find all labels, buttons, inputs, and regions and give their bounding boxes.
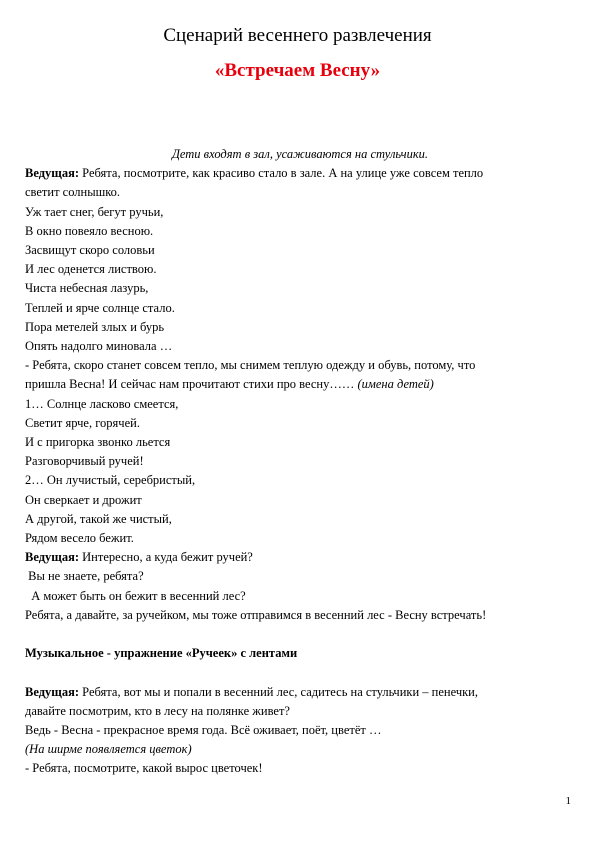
paragraph-spacer [25,663,575,682]
paragraph-text: пришла Весна! И сейчас нам прочитают стихи про весну…… [25,377,355,392]
page-number: 1 [565,795,571,807]
poem-line: Светит ярче, горячей. [25,415,140,430]
paragraph-line: А может быть он бежит в весенний лес? [25,588,246,603]
paragraph-text: Интересно, а куда бежит ручей? [79,550,253,565]
poem-line: Теплей и ярче солнце стало. [25,300,175,315]
paragraph-line [25,548,575,567]
paragraph-line: Вы не знаете, ребята? [25,569,144,584]
music-heading: Музыкальное - упражнение «Ручеек» с лентами [25,646,298,661]
paragraph-line [25,683,575,702]
poem-line: Опять надолго миновала … [25,339,173,354]
stage-direction-intro: Дети входят в зал, усаживаются на стульчики. [171,147,429,161]
poem-line: 2… Он лучистый, серебристый, [25,473,196,488]
page-title: Сценарий весеннего развлечения [163,25,432,46]
poem-line: А другой, такой же чистый, [25,511,172,526]
speaker-label: Ведущая: [25,684,80,699]
poem-line: Пора метелей злых и бурь [25,319,165,334]
paragraph-line: - Ребята, скоро станет совсем тепло, мы снимем теплую одежду и обувь, потому, что [25,358,476,373]
poem-line: Чиста небесная лазурь, [25,281,149,296]
paragraph-line: - Ребята, посмотрите, какой вырос цветочек! [25,761,263,776]
speaker-label: Ведущая: [25,550,80,565]
poem-line: 1… Солнце ласково смеется, [25,396,179,411]
paragraph-line: светит солнышко. [25,185,121,200]
poem-line: Рядом весело бежит. [25,531,134,546]
page-subtitle: «Встречаем Весну» [214,60,381,81]
paragraph-line: Ребята, а давайте, за ручейком, мы тоже отправимся в весенний лес - Весну встречать! [25,607,487,622]
poem-line: Засвищут скоро соловьи [25,243,155,258]
speaker-label: Ведущая: [25,166,80,181]
document-body [25,145,575,779]
poem-line: В окно повеяло весною. [25,223,154,238]
paragraph-text: Ребята, посмотрите, как красиво стало в зале. А на улице уже совсем тепло [79,166,484,181]
paragraph-line: Ведь - Весна - прекрасное время года. Всё оживает, поёт, цветёт … [25,723,382,738]
poem-line: И с пригорка звонко льется [25,435,171,450]
poem-line: Уж тает снег, бегут ручьи, [25,204,164,219]
paragraph-line [25,375,575,394]
poem-line: И лес оденется листвою. [25,262,157,277]
paragraph-line [25,164,575,183]
stage-direction-flower: (На ширме появляется цветок) [25,742,192,757]
stage-direction-names: (имена детей) [354,377,434,392]
poem-line: Он сверкает и дрожит [25,492,142,507]
poem-line: Разговорчивый ручей! [25,454,144,469]
paragraph-spacer [25,625,575,644]
paragraph-line: давайте посмотрим, кто в лесу на полянке живет? [25,703,290,718]
paragraph-text: Ребята, вот мы и попали в весенний лес, садитесь на стульчики – пенечки, [79,684,478,699]
